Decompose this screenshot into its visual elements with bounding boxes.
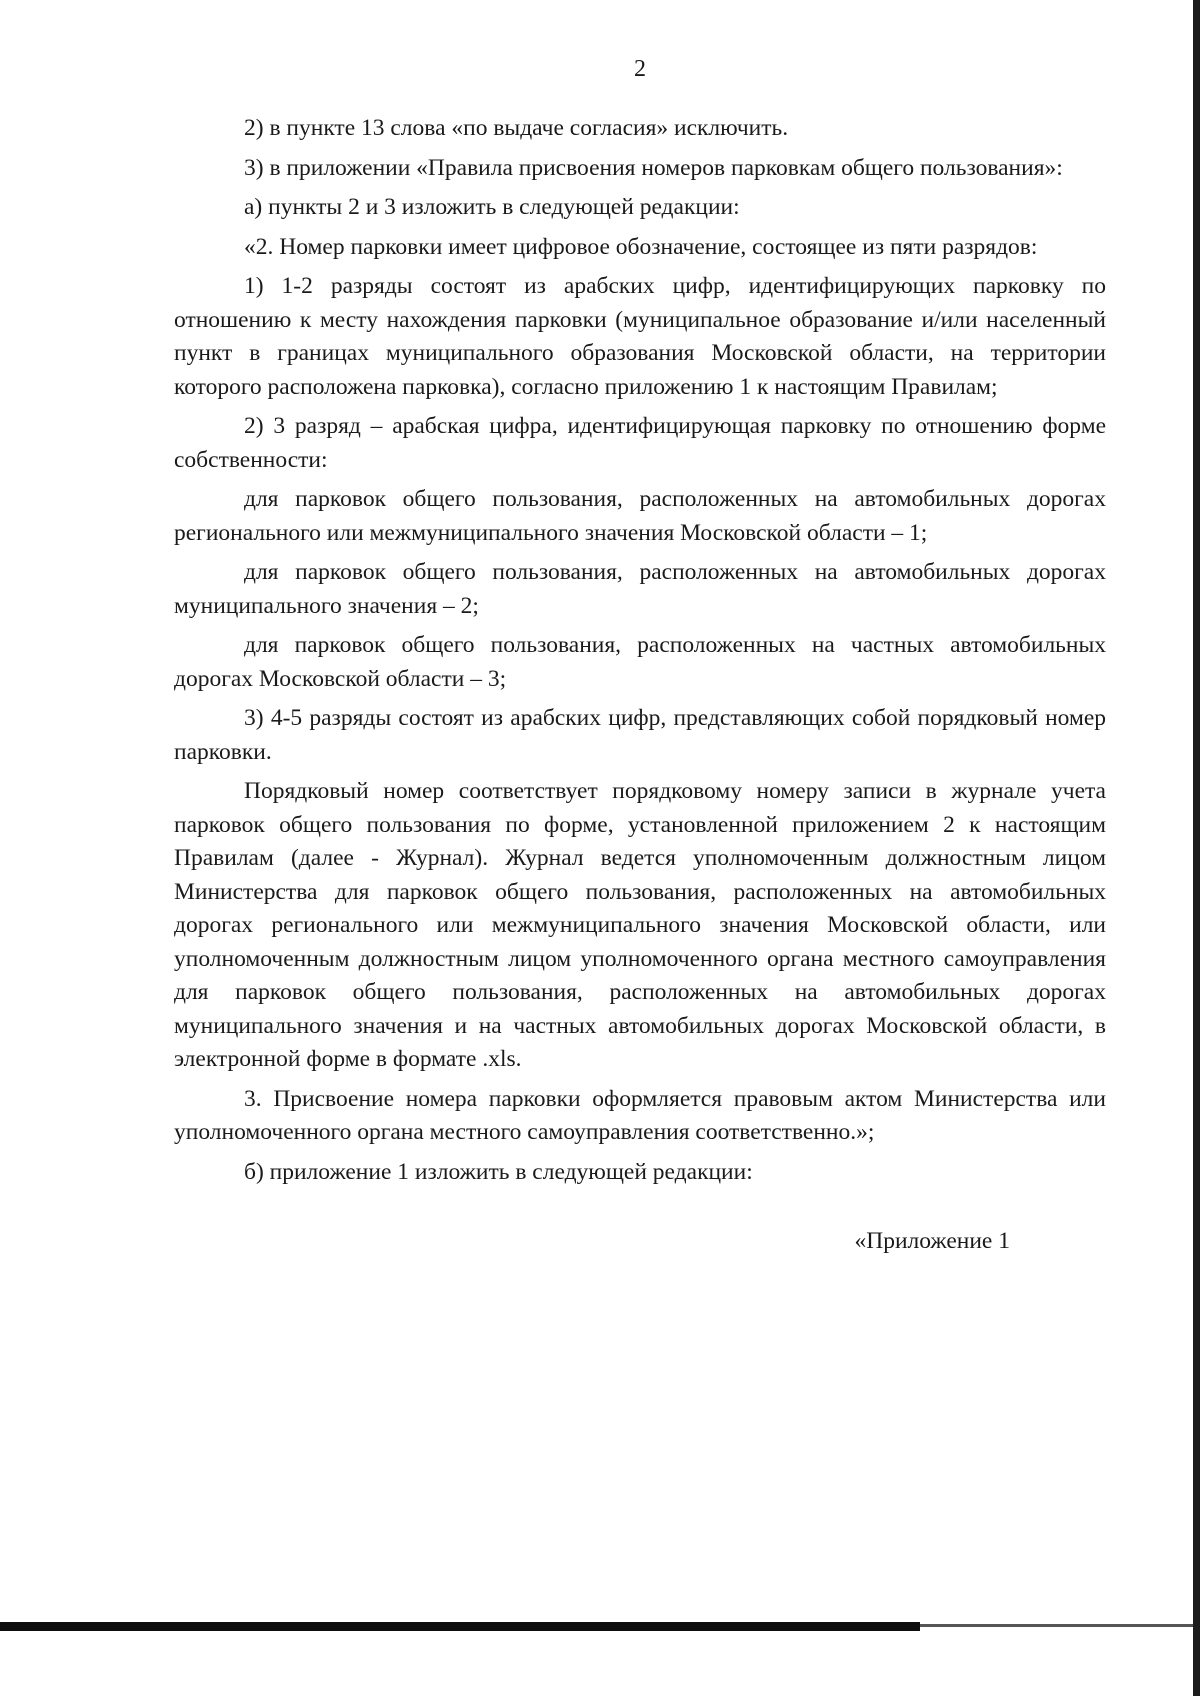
scan-artifact-edge	[1193, 0, 1200, 1696]
appendix-label: «Приложение 1	[854, 1228, 1010, 1254]
scan-artifact-bar	[0, 1622, 920, 1631]
paragraph-rule-2: «2. Номер парковки имеет цифровое обозначение, состоящее из пяти разрядов:	[244, 233, 1038, 260]
paragraph-regional-roads: для парковок общего пользования, расположенных на автомобильных дорогах регионального или межмуниципального значения Московской области – 1;	[174, 486, 1106, 546]
paragraph-subitem-a: а) пункты 2 и 3 изложить в следующей редакции:	[244, 194, 740, 220]
paragraph-serial-number: Порядковый номер соответствует порядковому номеру записи в журнале учета парковок общего пользования по форме, установленной приложением 2 к настоящим Правилам (далее - Журнал). Журнал ведется уполномоченным должностным лицом Министерства для парковок общего пользования, расположенных на автомобильных дорогах регионального или межмуниципального значения Московской области, или уполномоченным должностным лицом уполномоченного органа местного самоуправления для парковок общего пользования, расположенных на автомобильных дорогах муниципального значения и на частных автомобильных дорогах Московской области, в электронной форме в формате .xls.	[174, 778, 1106, 1072]
paragraph-digit-3: 2) 3 разряд – арабская цифра, идентифицирующая парковку по отношению форме собственности:	[174, 413, 1106, 473]
paragraph-municipal-roads: для парковок общего пользования, расположенных на автомобильных дорогах муниципального значения – 2;	[174, 559, 1106, 619]
paragraph-item-13-amendment: 2) в пункте 13 слова «по выдаче согласия» исключить.	[244, 115, 789, 141]
paragraph-subitem-b: б) приложение 1 изложить в следующей редакции:	[244, 1158, 753, 1185]
scan-artifact-line	[920, 1624, 1200, 1627]
paragraph-private-roads: для парковок общего пользования, расположенных на частных автомобильных дорогах Московской области – 3;	[174, 632, 1106, 692]
paragraph-digits-4-5: 3) 4-5 разряды состоят из арабских цифр, представляющих собой порядковый номер парковки.	[174, 705, 1106, 765]
page-number: 2	[634, 56, 646, 82]
paragraph-digits-1-2: 1) 1-2 разряды состоят из арабских цифр, идентифицирующих парковку по отношению к месту нахождения парковки (муниципальное образование и/или населенный пункт в границах муниципального образования Московской области, на территории которого расположена парковка), согласно приложению 1 к настоящим Правилам;	[174, 273, 1106, 400]
paragraph-rule-3: 3. Присвоение номера парковки оформляется правовым актом Министерства или уполномоченного органа местного самоуправления соответственно.»;	[174, 1085, 1106, 1145]
paragraph-appendix-rules: 3) в приложении «Правила присвоения номеров парковкам общего пользования»:	[244, 154, 1063, 181]
document-body	[174, 112, 1106, 1259]
